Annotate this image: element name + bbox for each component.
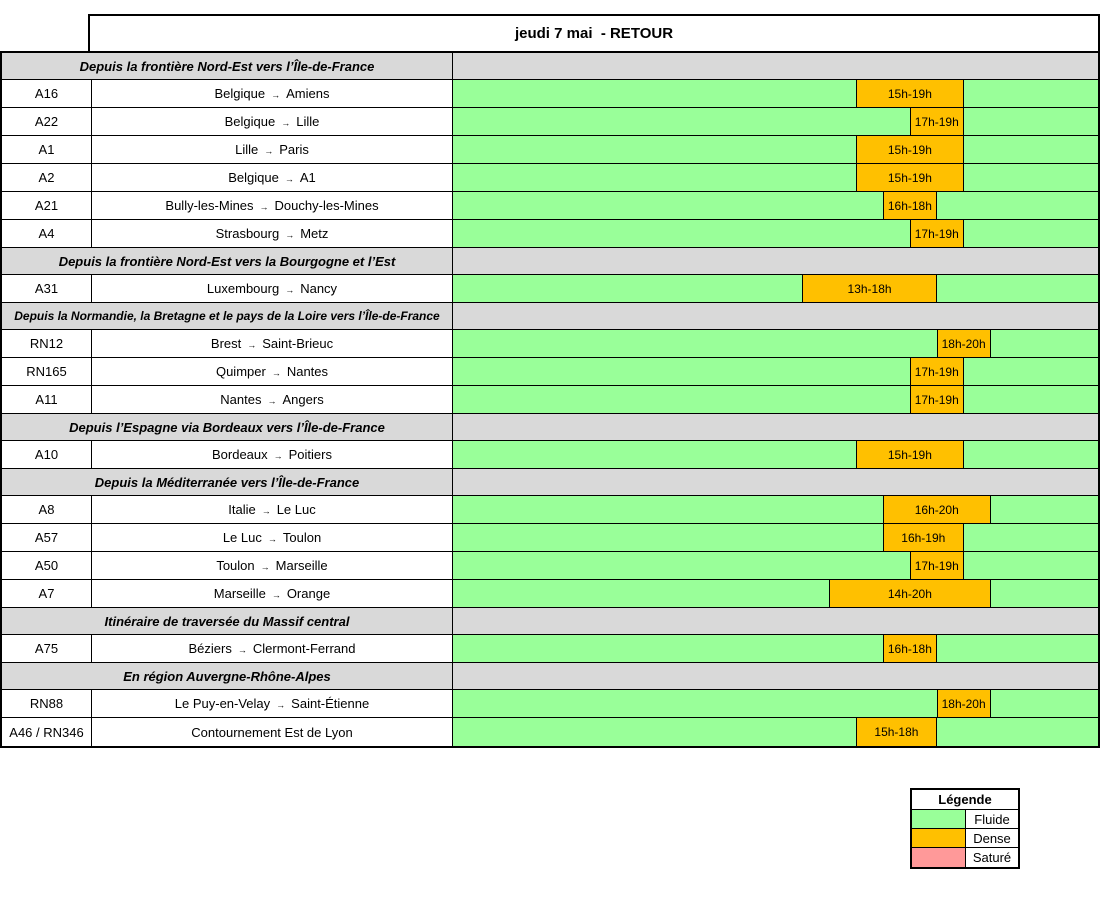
section-header-row [2,469,1098,496]
timeline-cell [453,136,1098,164]
road-code: A16 [2,80,92,108]
route-arrow-icon: → [261,505,271,516]
route [92,108,453,136]
traffic-row [2,580,1098,608]
legend-items [912,810,1018,867]
timeline-cell [453,164,1098,192]
road-code: A57 [2,524,92,552]
section-header-label: Depuis l’Espagne via Bordeaux vers l’Île-de-France [2,414,453,441]
congestion-segment: 17h-19h [910,386,964,414]
traffic-table [0,51,1100,748]
route [92,275,453,303]
route [92,386,453,414]
traffic-row [2,496,1098,524]
legend-item [912,810,1018,829]
traffic-row [2,358,1098,386]
timeline-cell [453,192,1098,220]
congestion-segment: 16h-20h [883,496,991,524]
traffic-row [2,690,1098,718]
congestion-segment: 18h-20h [937,690,991,718]
route-to: Poitiers [288,447,332,462]
traffic-row [2,80,1098,108]
route [92,220,453,248]
legend-item [912,829,1018,848]
section-header-label: Depuis la Méditerranée vers l’Île-de-France [2,469,453,496]
route [92,496,453,524]
page-title: jeudi 7 mai - RETOUR [88,14,1100,51]
road-code: A4 [2,220,92,248]
route-to: Saint-Brieuc [262,336,334,351]
route-arrow-icon: → [259,201,269,212]
timeline-cell [453,275,1098,303]
road-code: A7 [2,580,92,608]
road-code: RN88 [2,690,92,718]
timeline-cell [453,386,1098,414]
road-code: A10 [2,441,92,469]
timeline-cell [453,441,1098,469]
section-header-row [2,248,1098,275]
section-header-row [2,414,1098,441]
legend-color-swatch [912,848,966,867]
route [92,552,453,580]
section-header-timeline [453,469,1098,496]
route-arrow-icon: → [285,229,295,240]
section-header-label: Depuis la frontière Nord-Est vers l’Île-de-France [2,53,453,80]
route-from: Italie [228,502,256,517]
route-from: Contournement Est de Lyon [191,724,353,740]
traffic-row [2,136,1098,164]
congestion-segment: 15h-19h [856,164,964,192]
timeline-cell [453,580,1098,608]
legend-title: Légende [912,790,1018,810]
route-arrow-icon: → [267,533,277,544]
timeline-cell [453,635,1098,663]
congestion-segment: 16h-19h [883,524,964,552]
traffic-row [2,192,1098,220]
route-from: Marseille [213,586,266,601]
section-header-row [2,303,1098,330]
traffic-row [2,441,1098,469]
timeline-cell [453,524,1098,552]
section-header-timeline [453,663,1098,690]
route-from: Bully-les-Mines [165,198,254,213]
route-from: Belgique [214,86,266,101]
congestion-segment: 17h-19h [910,552,964,580]
timeline-cell [453,552,1098,580]
route-arrow-icon: → [267,395,277,406]
congestion-segment: 16h-18h [883,192,937,220]
section-header-timeline [453,414,1098,441]
legend [910,788,1020,869]
route-arrow-icon: → [271,89,281,100]
route-to: Toulon [282,530,322,545]
route [92,441,453,469]
route-to: Metz [300,226,329,241]
route-arrow-icon: → [260,561,270,572]
road-code: A22 [2,108,92,136]
route [92,358,453,386]
route-to: Nantes [286,364,329,379]
road-code: A21 [2,192,92,220]
route [92,192,453,220]
timeline-cell [453,80,1098,108]
route-to: Marseille [275,558,328,573]
section-header-row [2,663,1098,690]
section-header-label: Depuis la frontière Nord-Est vers la Bourgogne et l’Est [2,248,453,275]
congestion-segment: 15h-19h [856,80,964,108]
congestion-segment: 18h-20h [937,330,991,358]
timeline-cell [453,496,1098,524]
route-from: Le Puy-en-Velay [174,696,271,711]
road-code: A2 [2,164,92,192]
route [92,164,453,192]
legend-color-swatch [912,829,966,848]
route [92,718,453,746]
traffic-row [2,275,1098,303]
road-code: A75 [2,635,92,663]
route-to: Angers [282,392,324,407]
route-arrow-icon: → [284,173,294,184]
route [92,136,453,164]
route-to: Amiens [286,86,330,101]
route-from: Brest [210,336,242,351]
route-arrow-icon: → [264,145,274,156]
route [92,330,453,358]
section-header-label: En région Auvergne-Rhône-Alpes [2,663,453,690]
section-header-timeline [453,608,1098,635]
congestion-segment: 17h-19h [910,108,964,136]
timeline-cell [453,220,1098,248]
route [92,635,453,663]
traffic-row [2,108,1098,136]
congestion-segment: 17h-19h [910,220,964,248]
route [92,580,453,608]
route-arrow-icon: → [237,644,247,655]
route-from: Béziers [188,641,232,656]
traffic-row [2,330,1098,358]
congestion-segment: 14h-20h [829,580,990,608]
route-from: Strasbourg [215,226,280,241]
section-header-timeline [453,303,1098,330]
route-from: Toulon [216,558,255,573]
route-arrow-icon: → [271,367,281,378]
traffic-row [2,552,1098,580]
route-arrow-icon: → [273,450,283,461]
section-header-row [2,53,1098,80]
section-header-timeline [453,248,1098,275]
road-code: RN12 [2,330,92,358]
congestion-segment: 15h-19h [856,136,964,164]
timeline-cell [453,358,1098,386]
route-arrow-icon: → [285,284,295,295]
legend-color-swatch [912,810,966,829]
road-code: A8 [2,496,92,524]
route-to: Douchy-les-Mines [274,198,379,213]
route-to: Nancy [300,281,338,296]
route-from: Le Luc [222,530,262,545]
road-code: RN165 [2,358,92,386]
timeline-cell [453,330,1098,358]
route-from: Bordeaux [211,447,268,462]
timeline-cell [453,108,1098,136]
timeline-cell [453,690,1098,718]
road-code: A1 [2,136,92,164]
traffic-row [2,220,1098,248]
road-code: A46 / RN346 [2,718,92,746]
route-from: Nantes [220,392,262,407]
traffic-row [2,164,1098,192]
route-arrow-icon: → [276,699,286,710]
road-code: A31 [2,275,92,303]
route-to: Lille [296,114,320,129]
route-arrow-icon: → [247,339,257,350]
traffic-row [2,718,1098,746]
section-header-timeline [453,53,1098,80]
legend-item-label: Fluide [966,810,1018,829]
timeline-cell [453,718,1098,746]
route-to: Paris [279,142,309,157]
congestion-segment: 16h-18h [883,635,937,663]
route-arrow-icon: → [281,117,291,128]
route-to: Orange [286,586,331,601]
route [92,80,453,108]
legend-item [912,848,1018,867]
congestion-segment: 15h-18h [856,718,937,746]
section-header-label: Depuis la Normandie, la Bretagne et le pays de la Loire vers l’Île-de-France [2,303,453,330]
section-header-row [2,608,1098,635]
route-arrow-icon: → [271,589,281,600]
route [92,690,453,718]
route-from: Belgique [224,114,276,129]
congestion-segment: 15h-19h [856,441,964,469]
route-from: Luxembourg [206,281,280,296]
route-to: Clermont-Ferrand [252,641,356,656]
route [92,524,453,552]
route-from: Lille [235,142,259,157]
road-code: A50 [2,552,92,580]
traffic-row [2,386,1098,414]
legend-item-label: Saturé [972,850,1012,865]
traffic-row [2,635,1098,663]
congestion-segment: 17h-19h [910,358,964,386]
route-to: Saint-Étienne [291,696,370,711]
route-from: Quimper [215,364,266,379]
road-code: A11 [2,386,92,414]
traffic-row [2,524,1098,552]
section-header-label: Itinéraire de traversée du Massif central [2,608,453,635]
route-to: Le Luc [276,502,316,517]
route-from: Belgique [228,170,279,185]
congestion-segment: 13h-18h [802,275,936,303]
legend-item-label: Dense [966,829,1018,848]
route-to: A1 [299,170,316,185]
